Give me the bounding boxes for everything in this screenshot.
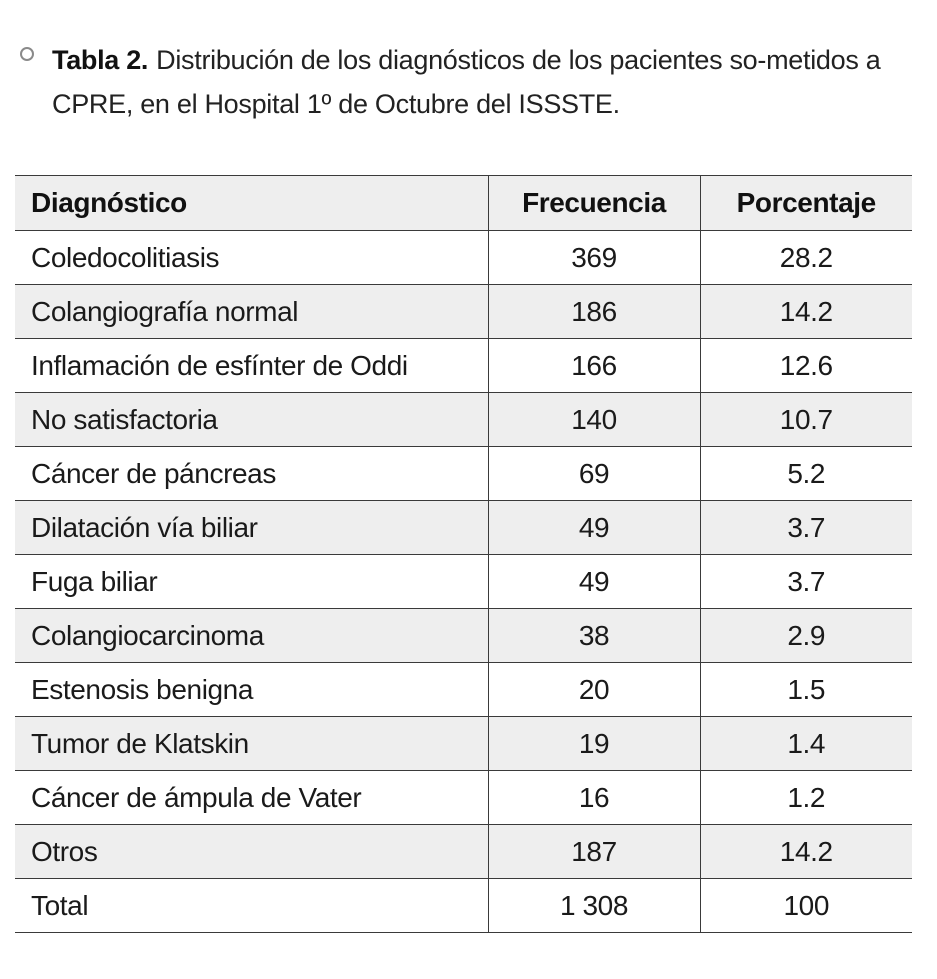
cell-diagnostico: Coledocolitiasis: [15, 231, 488, 285]
table-row: [15, 717, 912, 771]
table-row: [15, 339, 912, 393]
cell-porcentaje: 100: [700, 879, 912, 933]
cell-diagnostico: Inflamación de esfínter de Oddi: [15, 339, 488, 393]
table-row: [15, 825, 912, 879]
cell-frecuencia: 369: [488, 231, 700, 285]
cell-porcentaje: 5.2: [700, 447, 912, 501]
cell-frecuencia: 20: [488, 663, 700, 717]
table-row: [15, 555, 912, 609]
table-row: [15, 447, 912, 501]
header-frecuencia: Frecuencia: [488, 176, 700, 231]
cell-porcentaje: 10.7: [700, 393, 912, 447]
caption-label: Tabla 2.: [52, 45, 149, 75]
cell-porcentaje: 3.7: [700, 555, 912, 609]
cell-diagnostico: Colangiocarcinoma: [15, 609, 488, 663]
cell-frecuencia: 49: [488, 555, 700, 609]
cell-diagnostico: Cáncer de páncreas: [15, 447, 488, 501]
cell-porcentaje: 28.2: [700, 231, 912, 285]
cell-diagnostico: No satisfactoria: [15, 393, 488, 447]
table-caption: [18, 38, 918, 126]
cell-porcentaje: 1.2: [700, 771, 912, 825]
cell-diagnostico: Total: [15, 879, 488, 933]
header-diagnostico: Diagnóstico: [15, 176, 488, 231]
table-row: [15, 501, 912, 555]
caption-description: Distribución de los diagnósticos de los pacientes so-metidos a CPRE, en el Hospital 1º de Octubre del ISSSTE.: [52, 45, 881, 119]
total-row: [15, 879, 912, 933]
cell-porcentaje: 3.7: [700, 501, 912, 555]
cell-porcentaje: 12.6: [700, 339, 912, 393]
cell-diagnostico: Dilatación vía biliar: [15, 501, 488, 555]
diagnosis-table: [15, 175, 912, 933]
cell-frecuencia: 186: [488, 285, 700, 339]
header-porcentaje: Porcentaje: [700, 176, 912, 231]
cell-diagnostico: Cáncer de ámpula de Vater: [15, 771, 488, 825]
table-row: [15, 285, 912, 339]
table-header-row: [15, 176, 912, 231]
cell-frecuencia: 166: [488, 339, 700, 393]
table-row: [15, 663, 912, 717]
table-row: [15, 231, 912, 285]
cell-diagnostico: Tumor de Klatskin: [15, 717, 488, 771]
circle-bullet-icon: [20, 47, 34, 61]
table-row: [15, 771, 912, 825]
cell-frecuencia: 49: [488, 501, 700, 555]
cell-frecuencia: 187: [488, 825, 700, 879]
cell-frecuencia: 1 308: [488, 879, 700, 933]
cell-frecuencia: 69: [488, 447, 700, 501]
cell-porcentaje: 1.5: [700, 663, 912, 717]
table-row: [15, 609, 912, 663]
table-body: [15, 231, 912, 933]
cell-diagnostico: Fuga biliar: [15, 555, 488, 609]
cell-frecuencia: 19: [488, 717, 700, 771]
table-row: [15, 393, 912, 447]
cell-diagnostico: Estenosis benigna: [15, 663, 488, 717]
cell-porcentaje: 14.2: [700, 285, 912, 339]
cell-porcentaje: 1.4: [700, 717, 912, 771]
cell-porcentaje: 14.2: [700, 825, 912, 879]
cell-diagnostico: Colangiografía normal: [15, 285, 488, 339]
cell-frecuencia: 16: [488, 771, 700, 825]
cell-frecuencia: 140: [488, 393, 700, 447]
cell-diagnostico: Otros: [15, 825, 488, 879]
cell-porcentaje: 2.9: [700, 609, 912, 663]
cell-frecuencia: 38: [488, 609, 700, 663]
caption-text-block: [52, 38, 918, 126]
